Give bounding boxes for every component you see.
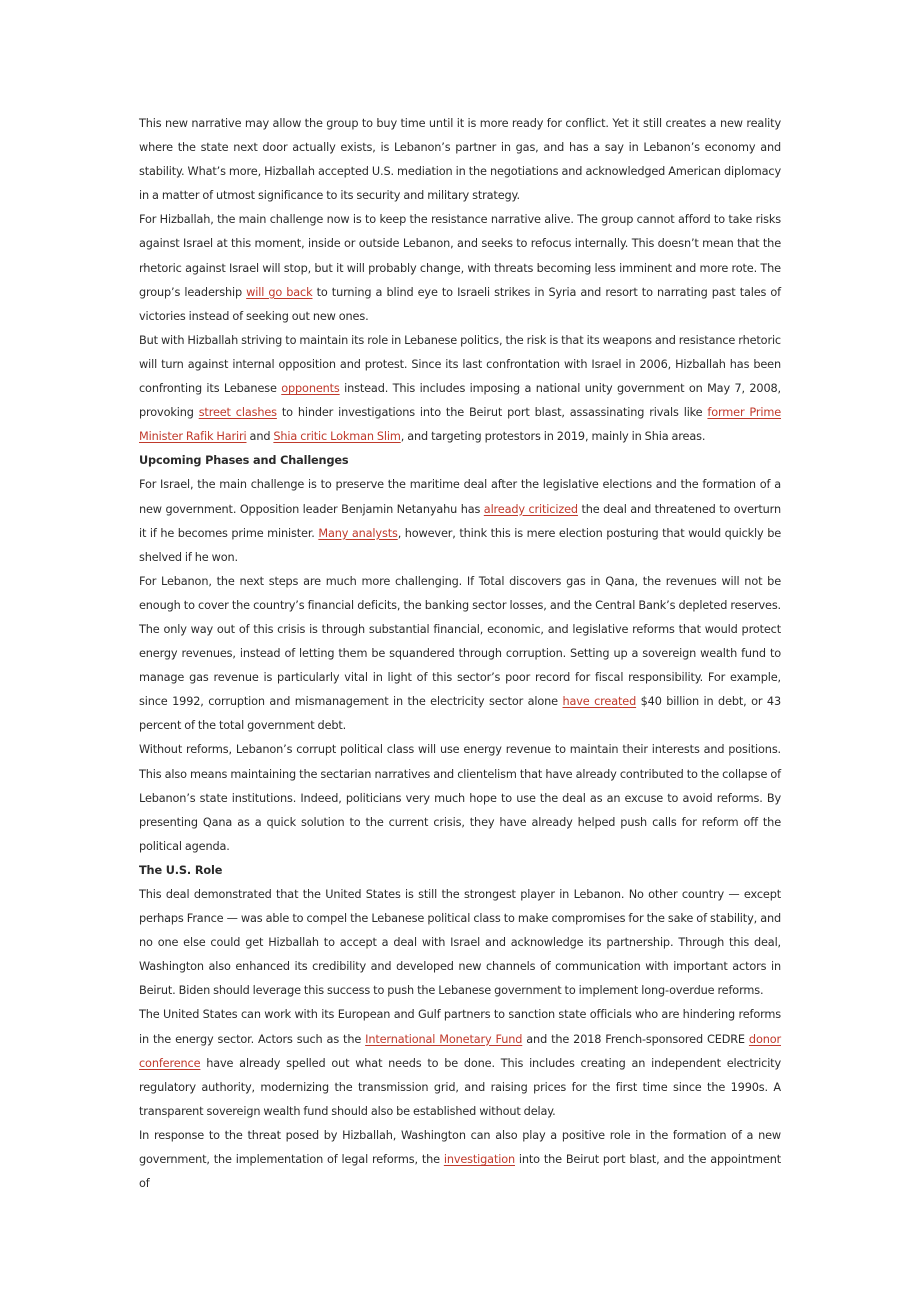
- text-run: and: [246, 430, 274, 444]
- paragraph: [139, 1124, 781, 1196]
- text-run: , and targeting protestors in 2019, mainly in Shia areas.: [400, 430, 706, 444]
- text-run: But with Hizballah striving to maintain its role in Lebanese politics, the risk is that its weapons and resistance rhetoric will turn against internal opposition and protest. Since its last confrontation with Israel in 2006, Hizballah has been confronting its Lebanese: [139, 333, 781, 396]
- text-run: $40 billion in debt, or 43 percent of the total government debt.: [139, 695, 781, 733]
- hyperlink[interactable]: will go back: [246, 285, 313, 299]
- hyperlink[interactable]: donor conference: [139, 1032, 781, 1070]
- hyperlink[interactable]: investigation: [443, 1153, 515, 1167]
- text-run: , however, think this is mere election posturing that would quickly be shelved if he won.: [139, 526, 782, 564]
- paragraph: [139, 473, 781, 569]
- hyperlink[interactable]: street clashes: [198, 406, 277, 420]
- paragraph: [139, 112, 781, 208]
- section-heading: [139, 859, 781, 883]
- text-run: have already spelled out what needs to be done. This includes creating an independent electricity regulatory authority, modernizing the transmission grid, and raising prices for the first time since the 1990s. A transparent sovereign wealth fund should also be established without delay.: [139, 1056, 781, 1118]
- section-heading: [139, 449, 781, 473]
- paragraph: [139, 1003, 781, 1123]
- paragraph: [139, 329, 781, 449]
- text-run: This new narrative may allow the group to buy time until it is more ready for conflict. Yet it still creates a new reality where the state next door actually exists, is Lebanon’s partner in gas, and has a say in Lebanon’s economy and stability. What’s more, Hizballah accepted U.S. mediation in the negotiations and acknowledged American diplomacy in a matter of utmost significance to its security and military strategy.: [139, 117, 781, 203]
- paragraph: [139, 883, 781, 1003]
- hyperlink[interactable]: have created: [562, 695, 637, 709]
- text-run: to hinder investigations into the Beirut port blast, assassinating rivals like: [276, 406, 708, 420]
- text-run: The U.S. Role: [139, 863, 223, 877]
- text-run: This deal demonstrated that the United States is still the strongest player in Lebanon. No other country — except perhaps France — was able to compel the Lebanese political class to make compromises for the sake of stability, and no one else could get Hizballah to accept a deal with Israel and acknowledge its partnership. Through this deal, Washington also enhanced its credibility and developed new channels of communication with important actors in Beirut. Biden should leverage this success to push the Lebanese government to implement long-overdue reforms.: [139, 888, 781, 998]
- text-run: In response to the threat posed by Hizballah, Washington can also play a positive role in the formation of a new government, the implementation of legal reforms, the: [139, 1128, 781, 1167]
- text-run: For Israel, the main challenge is to preserve the maritime deal after the legislative elections and the formation of a new government. Opposition leader Benjamin Netanyahu has: [139, 478, 781, 516]
- hyperlink[interactable]: opponents: [281, 382, 340, 396]
- paragraph: [139, 738, 781, 858]
- text-run: into the Beirut port blast, and the appointment of: [139, 1153, 781, 1191]
- text-run: instead. This includes imposing a national unity government on May 7, 2008, provoking: [139, 382, 781, 420]
- text-run: to turning a blind eye to Israeli strikes in Syria and resort to narrating past tales of victories instead of seeking out new ones.: [139, 285, 781, 323]
- text-run: Upcoming Phases and Challenges: [139, 454, 349, 468]
- hyperlink[interactable]: former Prime Minister Rafik Hariri: [139, 406, 782, 444]
- paragraph: [139, 208, 781, 328]
- text-run: and the 2018 French-sponsored CEDRE: [522, 1032, 749, 1046]
- article-body: [139, 112, 781, 1196]
- hyperlink[interactable]: International Monetary Fund: [365, 1032, 523, 1046]
- text-run: the deal and threatened to overturn it if he becomes prime minister.: [139, 502, 781, 540]
- text-run: For Lebanon, the next steps are much more challenging. If Total discovers gas in Qana, the revenues will not be enough to cover the country’s financial deficits, the banking sector losses, and the Central Bank’s depleted reserves. The only way out of this crisis is through substantial financial, economic, and legislative reforms that would protect energy revenues, instead of letting them be squandered through corruption. Setting up a sovereign wealth fund to manage gas revenue is particularly vital in light of this sector’s poor record for fiscal responsibility. For example, since 1992, corruption and mismanagement in the electricity sector alone: [139, 574, 781, 709]
- text-run: For Hizballah, the main challenge now is to keep the resistance narrative alive. The group cannot afford to take risks against Israel at this moment, inside or outside Lebanon, and seeks to refocus internally. This doesn’t mean that the rhetoric against Israel will stop, but it will probably change, with threats becoming less imminent and more rote. The group’s leadership: [139, 213, 781, 299]
- paragraph: [139, 570, 781, 739]
- text-run: Without reforms, Lebanon’s corrupt political class will use energy revenue to maintain their interests and positions. This also means maintaining the sectarian narratives and clientelism that have already contributed to the collapse of Lebanon’s state institutions. Indeed, politicians very much hope to use the deal as an excuse to avoid reforms. By presenting Qana as a quick solution to the current crisis, they have already helped push calls for reform off the political agenda.: [139, 743, 781, 853]
- hyperlink[interactable]: Shia critic Lokman Slim: [273, 430, 401, 444]
- hyperlink[interactable]: Many analysts: [318, 526, 398, 540]
- hyperlink[interactable]: already criticized: [483, 502, 578, 516]
- text-run: The United States can work with its European and Gulf partners to sanction state officials who are hindering reforms in the energy sector. Actors such as the: [139, 1008, 781, 1046]
